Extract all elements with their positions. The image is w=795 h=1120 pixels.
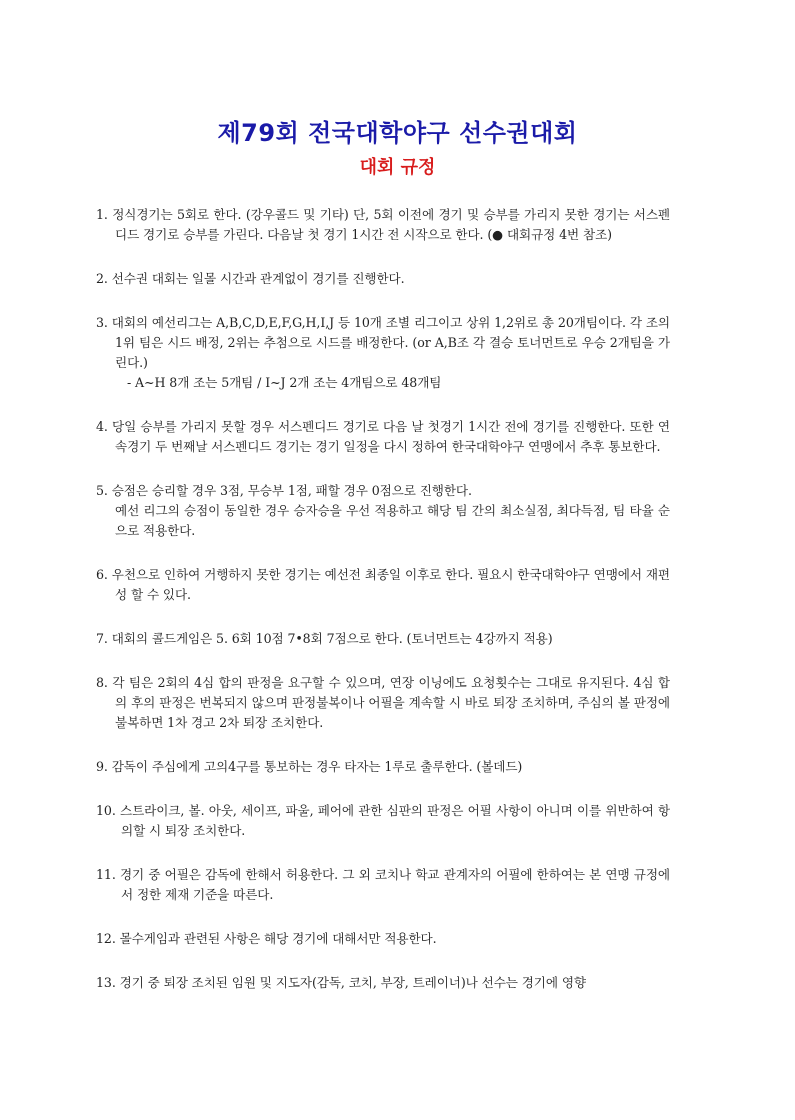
- rule-sub-note: 예선 리그의 승점이 동일한 경우 승자승을 우선 적용하고 해당 팀 간의 최소실점, 최다득점, 팀 타율 순으로 적용한다.: [115, 503, 670, 538]
- document-subtitle: 대회 규정: [359, 157, 436, 178]
- document-title: 제79회 전국대학야구 선수권대회: [217, 119, 578, 147]
- rule-item: 3. 대회의 예선리그는 A,B,C,D,E,F,G,H,I,J 등 10개 조별 리그이고 상위 1,2위로 총 20개팀이다. 각 조의 1위 팀은 시드 배정, 2위는 추첨으로 시드를 배정한다. (or A,B조 각 결승 토너먼트로 우승 2개팀을 가린다.) - A~H 8개 조는 5개팀 / I~J 2개 조는 4개팀으로 48개팀: [96, 313, 670, 393]
- rule-item: 8. 각 팀은 2회의 4심 합의 판정을 요구할 수 있으며, 연장 이닝에도 요청횟수는 그대로 유지된다. 4심 합의 후의 판정은 번복되지 않으며 판정불복이나 어필을 계속할 시 바로 퇴장 조치하며, 주심의 볼 판정에 불복하면 1차 경고 2차 퇴장 조치한다.: [96, 675, 670, 730]
- rule-item: 1. 정식경기는 5회로 한다. (강우콜드 및 기타) 단, 5회 이전에 경기 및 승부를 가리지 못한 경기는 서스펜디드 경기로 승부를 가린다. 다음날 첫 경기 1시간 전 시작으로 한다. (● 대회규정 4번 참조): [96, 207, 670, 242]
- rule-item: 11. 경기 중 어필은 감독에 한해서 허용한다. 그 외 코치나 학교 관계자의 어필에 한하여는 본 연맹 규정에서 정한 제재 기준을 따른다.: [96, 867, 670, 902]
- rule-item: 4. 당일 승부를 가리지 못할 경우 서스펜디드 경기로 다음 날 첫경기 1시간 전에 경기를 진행한다. 또한 연속경기 두 번째날 서스펜디드 경기는 경기 일정을 다시 정하여 한국대학야구 연맹에서 추후 통보한다.: [96, 419, 670, 454]
- rule-item: 13. 경기 중 퇴장 조치된 임원 및 지도자(감독, 코치, 부장, 트레이너)나 선수는 경기에 영향: [96, 975, 586, 990]
- rule-item: 10. 스트라이크, 볼. 아웃, 세이프, 파울, 페어에 관한 심판의 판정은 어필 사항이 아니며 이를 위반하여 항의할 시 퇴장 조치한다.: [96, 803, 670, 838]
- rule-sub-note: - A~H 8개 조는 5개팀 / I~J 2개 조는 4개팀으로 48개팀: [127, 375, 442, 390]
- rule-item: 9. 감독이 주심에게 고의4구를 통보하는 경우 타자는 1루로 출루한다. (볼데드): [96, 759, 523, 774]
- rule-item: 7. 대회의 콜드게임은 5. 6회 10점 7•8회 7점으로 한다. (토너먼트는 4강까지 적용): [96, 631, 553, 646]
- rule-item: 12. 몰수게임과 관련된 사항은 해당 경기에 대해서만 적용한다.: [96, 931, 437, 946]
- rule-item: 6. 우천으로 인하여 거행하지 못한 경기는 예선전 최종일 이후로 한다. 필요시 한국대학야구 연맹에서 재편성 할 수 있다.: [96, 567, 670, 602]
- rule-item: 2. 선수권 대회는 일몰 시간과 관계없이 경기를 진행한다.: [96, 271, 405, 286]
- rule-item: 5. 승점은 승리할 경우 3점, 무승부 1점, 패할 경우 0점으로 진행한다. 예선 리그의 승점이 동일한 경우 승자승을 우선 적용하고 해당 팀 간의 최소실점, 최다득점, 팀 타율 순으로 적용한다.: [96, 481, 670, 541]
- rules-list: [96, 205, 670, 1017]
